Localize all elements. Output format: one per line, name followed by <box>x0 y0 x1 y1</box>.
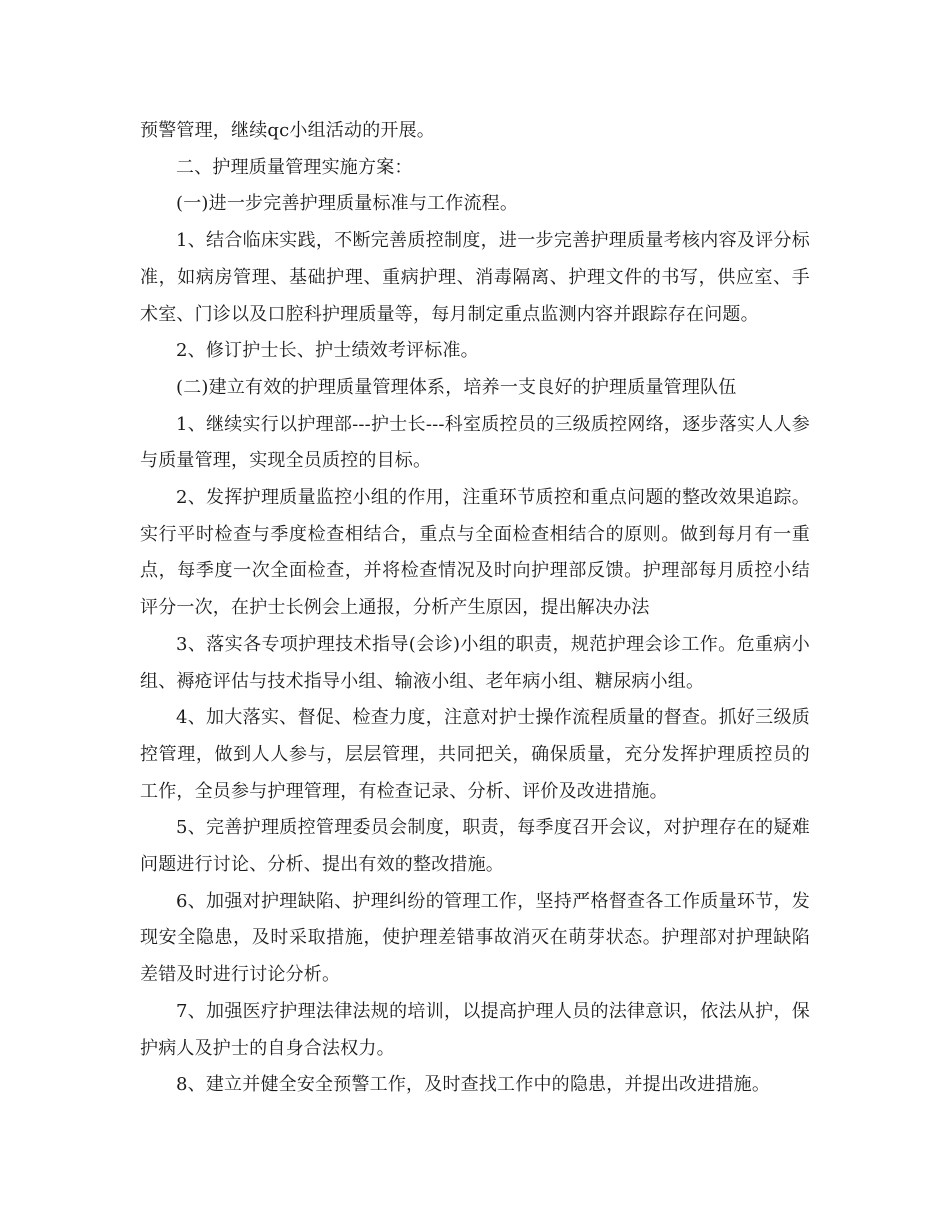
paragraph-item: 4、加大落实、督促、检查力度，注意对护士操作流程质量的督查。抓好三级质控管理，做到人人参与，层层管理，共同把关，确保质量，充分发挥护理质控员的工作，全员参与护理管理，有检查记录、分析、评价及改进措施。 <box>140 707 810 802</box>
paragraph-item: 2、发挥护理质量监控小组的作用，注重环节质控和重点问题的整改效果追踪。实行平时检查与季度检查相结合，重点与全面检查相结合的原则。做到每月有一重点，每季度一次全面检查，并将检查情况及时向护理部反馈。护理部每月质控小结评分一次，在护士长例会上通报，分析产生原因，提出解决办法 <box>140 487 810 619</box>
document-body <box>140 113 810 1104</box>
section-heading-implementation: 二、护理质量管理实施方案： <box>176 156 413 178</box>
subsection-heading-standards: (一)进一步完善护理质量标准与工作流程。 <box>176 193 519 215</box>
paragraph-item: 7、加强医疗护理法律法规的培训，以提高护理人员的法律意识，依法从护，保护病人及护士的自身合法权力。 <box>140 1000 810 1059</box>
paragraph-item: 1、继续实行以护理部---护士长---科室质控员的三级质控网络，逐步落实人人参与质量管理，实现全员质控的目标。 <box>140 413 810 472</box>
paragraph-item: 5、完善护理质控管理委员会制度，职责，每季度召开会议，对护理存在的疑难问题进行讨论、分析、提出有效的整改措施。 <box>140 817 810 876</box>
paragraph-item: 2、修订护士长、护士绩效考评标准。 <box>176 340 479 362</box>
subsection-heading-system: (二)建立有效的护理质量管理体系，培养一支良好的护理质量管理队伍 <box>176 376 737 398</box>
paragraph-continuation: 预警管理，继续qc小组活动的开展。 <box>140 120 436 141</box>
paragraph-item: 1、结合临床实践，不断完善质控制度，进一步完善护理质量考核内容及评分标准，如病房管理、基础护理、重病护理、消毒隔离、护理文件的书写，供应室、手术室、门诊以及口腔科护理质量等，每月制定重点监测内容并跟踪存在问题。 <box>140 230 810 325</box>
paragraph-item: 6、加强对护理缺陷、护理纠纷的管理工作，坚持严格督查各工作质量环节，发现安全隐患，及时采取措施，使护理差错事故消灭在萌芽状态。护理部对护理缺陷差错及时进行讨论分析。 <box>140 890 810 986</box>
paragraph-item: 8、建立并健全安全预警工作，及时查找工作中的隐患，并提出改进措施。 <box>176 1074 771 1096</box>
paragraph-item: 3、落实各专项护理技术指导(会诊)小组的职责，规范护理会诊工作。危重病小组、褥疮评估与技术指导小组、输液小组、老年病小组、糖尿病小组。 <box>140 633 810 692</box>
